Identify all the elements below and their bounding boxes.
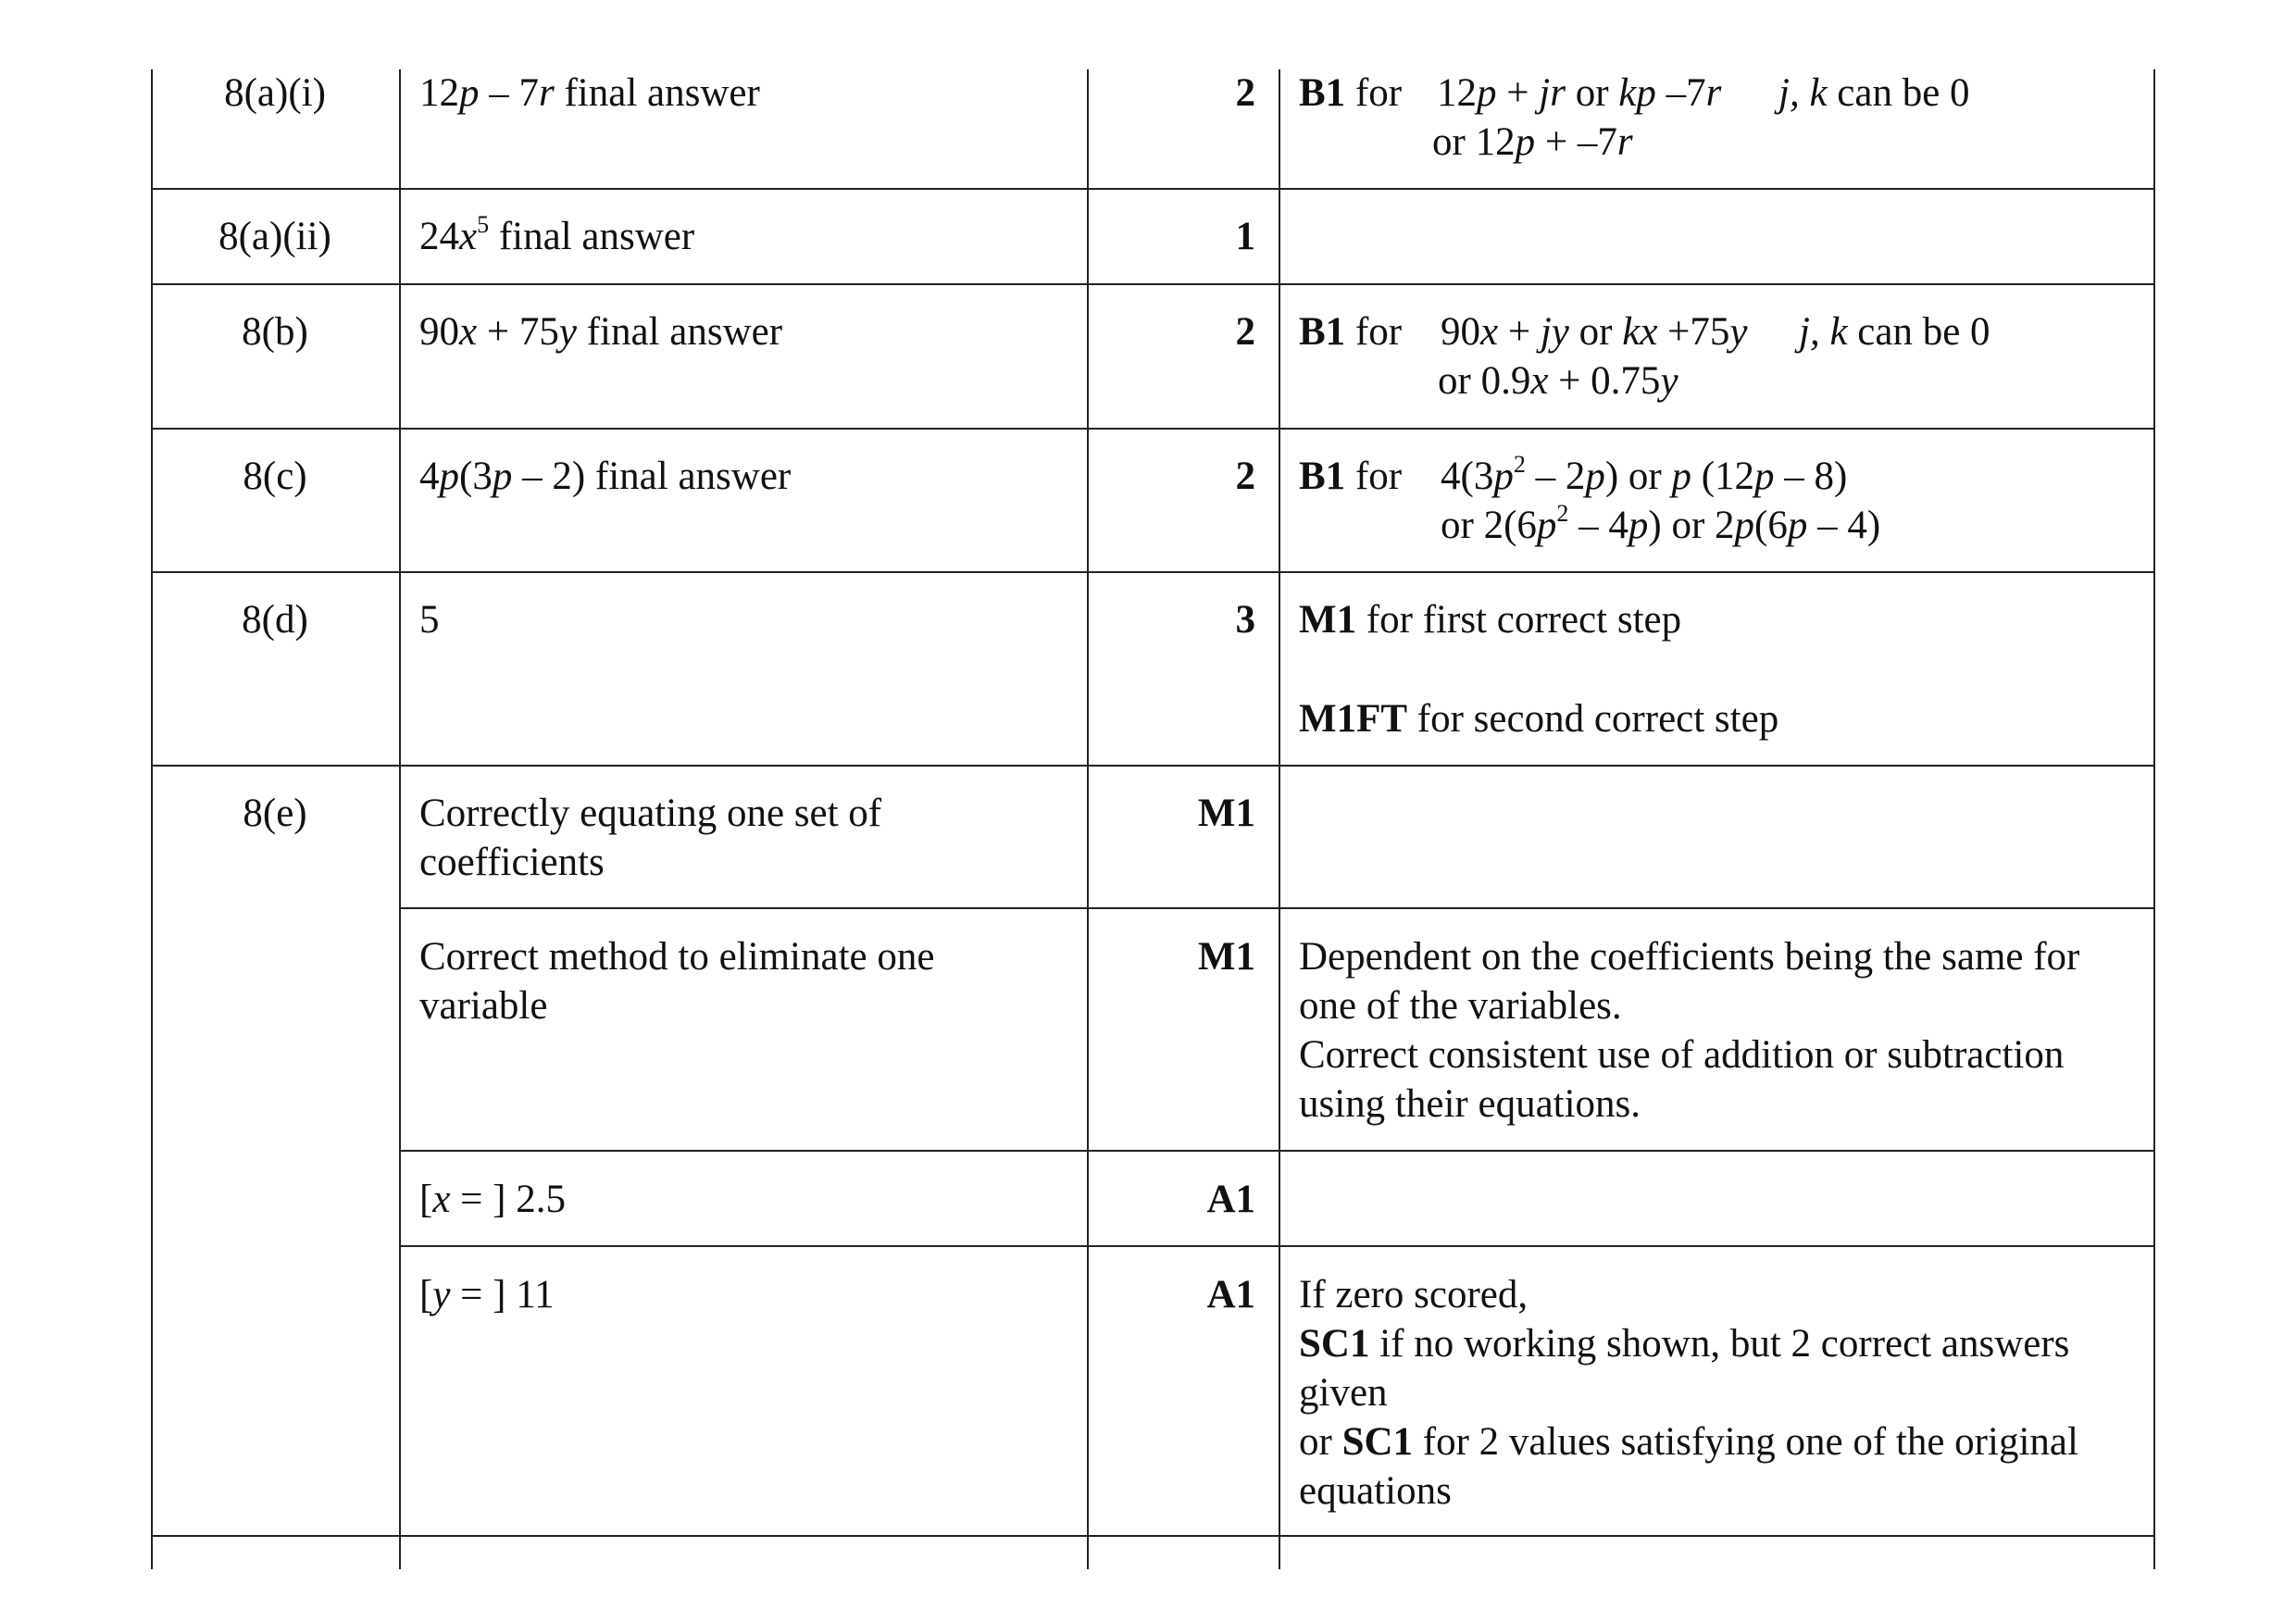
- row-divider: [151, 283, 2153, 285]
- guidance-text: Dependent on the coefficients being the same for: [1299, 935, 2080, 979]
- guidance-text: SC1 if no working shown, but 2 correct answers: [1299, 1322, 2070, 1366]
- question-number: 8(d): [242, 598, 308, 642]
- row-divider: [399, 1245, 2153, 1247]
- row-divider: [151, 188, 2153, 190]
- answer-text: variable: [419, 984, 548, 1028]
- answer-text: 5: [419, 598, 440, 642]
- row-divider: [399, 907, 2153, 909]
- guidance-text: j, k can be 0: [1778, 71, 1970, 115]
- answer-text: 12p – 7r final answer: [419, 71, 760, 115]
- column-divider-question: [399, 69, 401, 1569]
- mark-value: 2: [1235, 310, 1255, 354]
- guidance-text: M1 for first correct step: [1299, 598, 1682, 642]
- guidance-text: B1 for: [1299, 71, 1403, 115]
- row-divider: [151, 571, 2153, 573]
- mark-value: 2: [1235, 71, 1255, 115]
- guidance-text: M1FT for second correct step: [1299, 697, 1779, 741]
- guidance-text: If zero scored,: [1299, 1273, 1529, 1316]
- guidance-text: $4(3p^2 - 2p)$ or p (12p – 8): [1441, 451, 1848, 498]
- guidance-text: using their equations.: [1299, 1082, 1641, 1126]
- guidance-text: or SC1 for 2 values satisfying one of the original: [1299, 1420, 2078, 1464]
- guidance-text: Correct consistent use of addition or subtraction: [1299, 1033, 2065, 1077]
- question-number: 8(c): [243, 455, 307, 498]
- row-divider: [399, 1150, 2153, 1152]
- guidance-text: or 0.9x + 0.75y: [1438, 359, 1678, 403]
- mark-value: A1: [1206, 1178, 1255, 1221]
- table-border-left: [151, 69, 153, 1569]
- question-number: 8(b): [242, 310, 308, 354]
- mark-value: A1: [1206, 1273, 1255, 1316]
- answer-text: Correct method to eliminate one: [419, 935, 935, 979]
- table-border-right: [2153, 69, 2155, 1569]
- row-divider: [151, 1535, 2153, 1537]
- guidance-text: B1 for: [1299, 310, 1403, 354]
- answer-text: $24x^5$ final answer: [419, 211, 695, 258]
- answer-text: 4p(3p – 2) final answer: [419, 455, 792, 498]
- guidance-text: one of the variables.: [1299, 984, 1622, 1028]
- question-number: 8(a)(ii): [218, 215, 331, 258]
- guidance-text: equations: [1299, 1469, 1452, 1513]
- guidance-text: 12p + jr or kp –7r: [1437, 71, 1722, 115]
- guidance-text: 90x + jy or kx +75y: [1441, 310, 1748, 354]
- answer-text: [y = ] 11: [419, 1273, 555, 1316]
- answer-text: Correctly equating one set of: [419, 792, 882, 835]
- row-divider: [151, 765, 2153, 767]
- answer-text: 90x + 75y final answer: [419, 310, 783, 354]
- column-divider-marks: [1279, 69, 1280, 1569]
- guidance-text: or $2(6p^2 - 4p)$ or 2p(6p – 4): [1441, 500, 1881, 547]
- question-number: 8(e): [243, 792, 307, 835]
- mark-value: M1: [1197, 792, 1255, 835]
- guidance-text: given: [1299, 1371, 1388, 1415]
- question-number: 8(a)(i): [224, 71, 326, 115]
- guidance-text: or 12p + –7r: [1432, 120, 1633, 164]
- row-divider: [151, 428, 2153, 430]
- guidance-text: B1 for: [1299, 455, 1403, 498]
- mark-value: M1: [1197, 935, 1255, 979]
- mark-value: 3: [1235, 598, 1255, 642]
- guidance-text: j, k can be 0: [1799, 310, 1990, 354]
- mark-value: 1: [1235, 215, 1255, 258]
- answer-text: [x = ] 2.5: [419, 1178, 566, 1221]
- mark-value: 2: [1235, 455, 1255, 498]
- answer-text: coefficients: [419, 841, 605, 884]
